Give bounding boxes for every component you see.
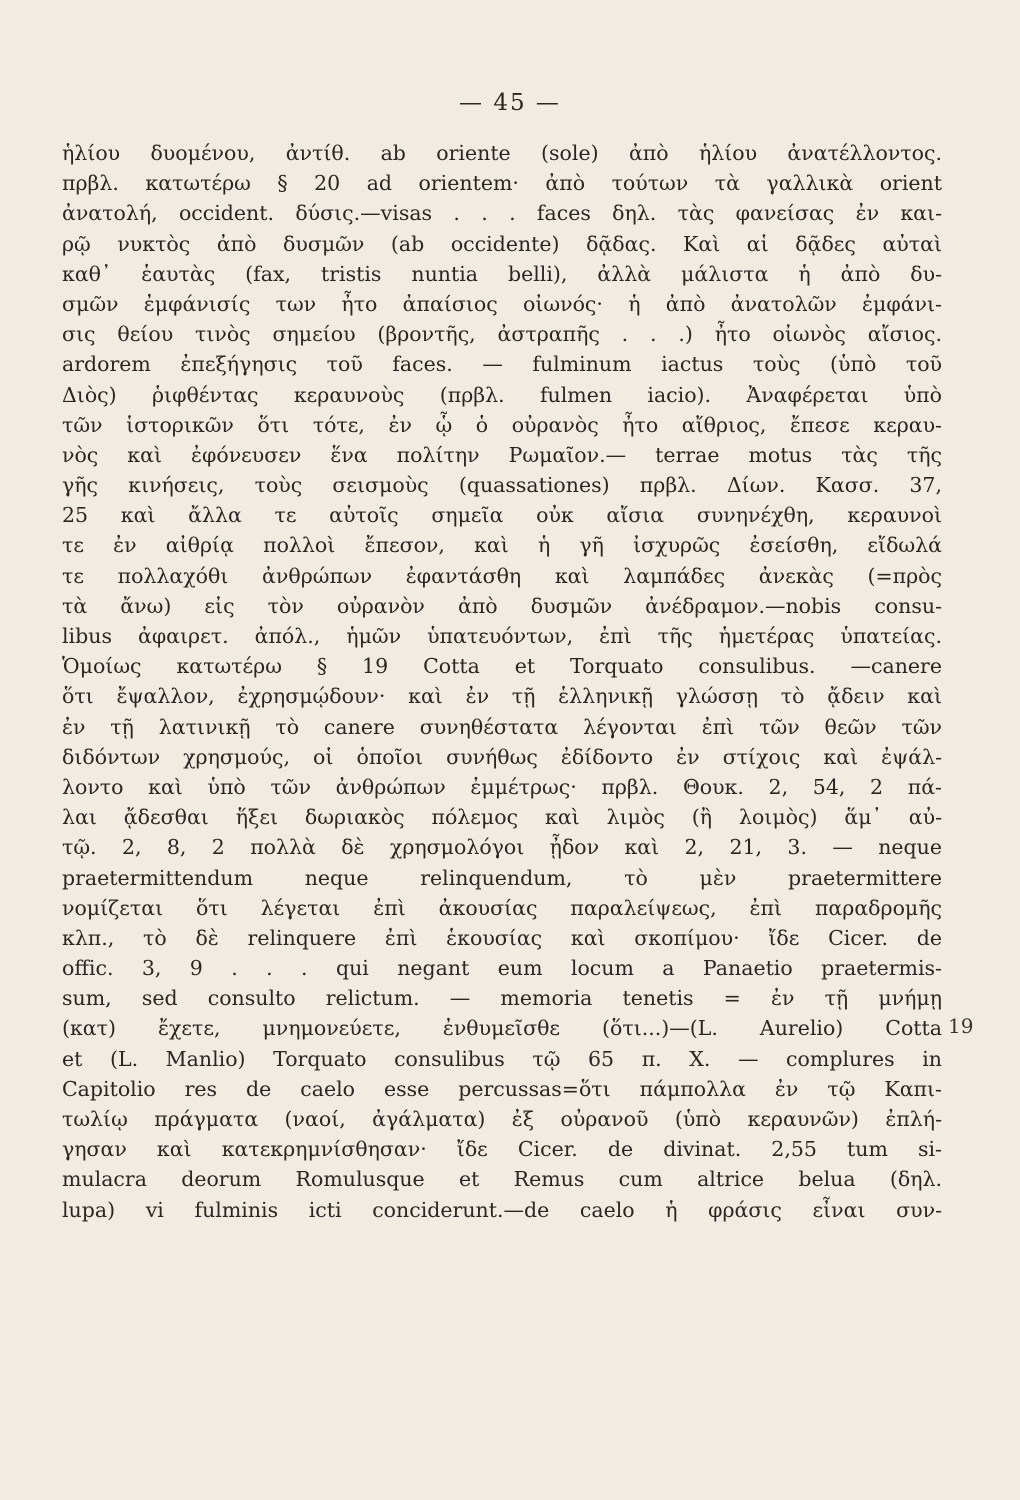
text-line: 25 καὶ ἄλλα τε αὐτοῖς σημεῖα οὐκ αἴσια συνηνέχθη, κεραυνοὶ [62, 503, 942, 528]
text-line: λοντο καὶ ὑπὸ τῶν ἀνθρώπων ἐμμέτρως· πρβλ. Θουκ. 2, 54, 2 πά- [62, 774, 942, 799]
text-line: offic. 3, 9 . . . qui negant eum locum a Panaetio praetermis- [62, 956, 942, 981]
text-line: praetermittendum neque relinquendum, τὸ μὲν praetermittere [62, 865, 942, 890]
text-line: ἐν τῇ λατινικῇ τὸ canere συνηθέστατα λέγονται ἐπὶ τῶν θεῶν τῶν [62, 714, 942, 739]
text-line: lupa) vi fulminis icti conciderunt.—de caelo ἡ φράσις εἶναι συν- [62, 1197, 942, 1222]
page-number: — 45 — [459, 90, 561, 116]
text-line: (κατ) ἔχετε, μνημονεύετε, ἐνθυμεῖσθε (ὅτι...)—(L. Aurelio) Cotta [62, 1016, 942, 1041]
text-line: καθ᾽ ἑαυτὰς (fax, tristis nuntia belli), ἀλλὰ μάλιστα ἡ ἀπὸ δυ- [62, 261, 942, 286]
text-line: σις θείου τινὸς σημείου (βροντῆς, ἀστραπῆς . . .) ἦτο οἰωνὸς αἴσιος. [62, 322, 942, 347]
text-line: ἀνατολή, occident. δύσις.—visas . . . faces δηλ. τὰς φανείσας ἐν και- [62, 201, 942, 226]
text-line: Διὸς) ῥιφθέντας κεραυνοὺς (πρβλ. fulmen iacio). Ἀναφέρεται ὑπὸ [62, 382, 942, 407]
text-line: γῆς κινήσεις, τοὺς σεισμοὺς (quassationes) πρβλ. Δίων. Κασσ. 37, [62, 473, 942, 498]
text-line: τῷ. 2, 8, 2 πολλὰ δὲ χρησμολόγοι ᾖδον καὶ 2, 21, 3. — neque [62, 835, 942, 860]
text-line: mulacra deorum Romulusque et Remus cum altrice belua (δηλ. [62, 1167, 942, 1192]
text-line: τὰ ἄνω) εἰς τὸν οὐρανὸν ἀπὸ δυσμῶν ἀνέδραμον.—nobis consu- [62, 593, 942, 618]
text-line: Capitolio res de caelo esse percussas=ὅτι πάμπολλα ἐν τῷ Καπι- [62, 1076, 942, 1101]
text-line: τῶν ἱστορικῶν ὅτι τότε, ἐν ᾧ ὁ οὐρανὸς ἦτο αἴθριος, ἔπεσε κεραυ- [62, 412, 942, 437]
text-line: διδόντων χρησμούς, οἱ ὁποῖοι συνήθως ἐδίδοντο ἐν στίχοις καὶ ἐψάλ- [62, 744, 942, 769]
text-line: libus ἀφαιρετ. ἀπόλ., ἡμῶν ὑπατευόντων, ἐπὶ τῆς ἡμετέρας ὑπατείας. [62, 624, 942, 648]
text-line: σμῶν ἐμφάνισίς των ἦτο ἀπαίσιος οἰωνός· ἡ ἀπὸ ἀνατολῶν ἐμφάνι- [62, 291, 942, 316]
text-line: Ὁμοίως κατωτέρω § 19 Cotta et Torquato consulibus. —canere [62, 654, 942, 679]
text-line: τε ἐν αἰθρίᾳ πολλοὶ ἔπεσον, καὶ ἡ γῆ ἰσχυρῶς ἐσείσθη, εἴδωλά [62, 533, 942, 558]
text-line: ὅτι ἔψαλλον, ἐχρησμῴδουν· καὶ ἐν τῇ ἑλληνικῇ γλώσσῃ τὸ ᾄδειν καὶ [62, 684, 942, 709]
text-line: τωλίῳ πράγματα (ναοί, ἀγάλματα) ἐξ οὐρανοῦ (ὑπὸ κεραυνῶν) ἐπλή- [62, 1107, 942, 1131]
text-line: νομίζεται ὅτι λέγεται ἐπὶ ἀκουσίας παραλείψεως, ἐπὶ παραδρομῆς [62, 895, 942, 920]
text-line: ἡλίου δυομένου, ἀντίθ. ab oriente (sole) ἀπὸ ἡλίου ἀνατέλλοντος. [62, 141, 942, 165]
text-line: ρῷ νυκτὸς ἀπὸ δυσμῶν (ab occidente) δᾷδας. Καὶ αἱ δᾷδες αὐταὶ [62, 231, 942, 256]
text-line: sum, sed consulto relictum. — memoria tenetis = ἐν τῇ μνήμῃ [62, 986, 942, 1011]
text-line: et (L. Manlio) Torquato consulibus τῷ 65 π. Χ. — complures in [62, 1046, 942, 1071]
text-line: λαι ᾄδεσθαι ἥξει δωριακὸς πόλεμος καὶ λιμὸς (ἢ λοιμὸς) ἅμ᾽ αὐ- [62, 805, 942, 830]
text-line: νὸς καὶ ἐφόνευσεν ἕνα πολίτην Ρωμαῖον.— terrae motus τὰς τῆς [62, 442, 942, 467]
text-line: πρβλ. κατωτέρω § 20 ad orientem· ἀπὸ τούτων τὰ γαλλικὰ orient [62, 171, 942, 196]
text-line: κλπ., τὸ δὲ relinquere ἐπὶ ἑκουσίας καὶ σκοπίμου· ἴδε Cicer. de [62, 925, 942, 950]
body-text [62, 138, 942, 1225]
text-line: τε πολλαχόθι ἀνθρώπων ἐφαντάσθη καὶ λαμπάδες ἀνεκὰς (=πρὸς [62, 563, 942, 588]
margin-line-number: 19 [948, 1014, 974, 1038]
text-line: ardorem ἐπεξήγησις τοῦ faces. — fulminum iactus τοὺς (ὑπὸ τοῦ [62, 352, 942, 377]
text-line: γησαν καὶ κατεκρημνίσθησαν· ἴδε Cicer. de divinat. 2,55 tum si- [62, 1137, 942, 1162]
